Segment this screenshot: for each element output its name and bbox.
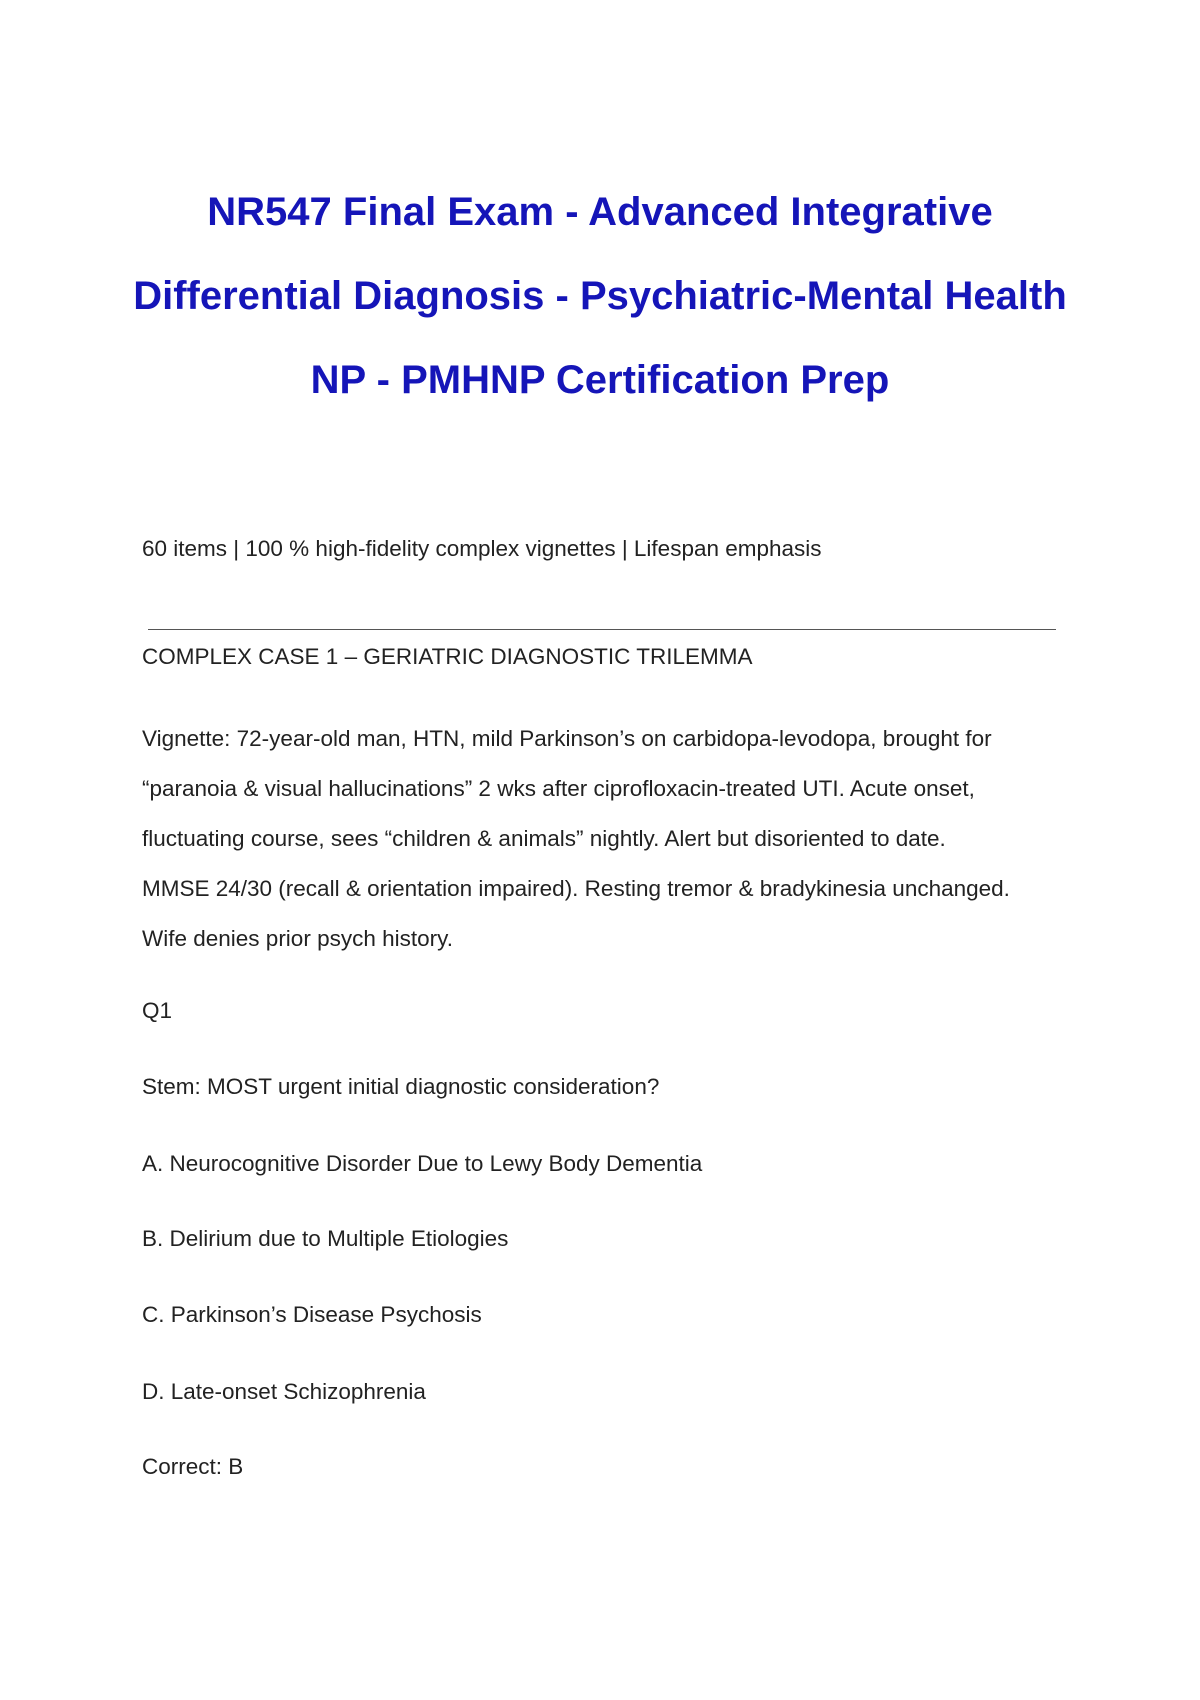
case-heading: COMPLEX CASE 1 – GERIATRIC DIAGNOSTIC TRILEMMA — [142, 644, 753, 669]
case-vignette — [142, 714, 1062, 964]
question-stem: Stem: MOST urgent initial diagnostic consideration? — [142, 1074, 660, 1099]
section-divider — [148, 629, 1056, 630]
title-line-1: NR547 Final Exam - Advanced Integrative — [207, 190, 993, 234]
document-title — [120, 170, 1080, 422]
title-line-2: Differential Diagnosis - Psychiatric-Mental Health — [133, 274, 1067, 318]
vignette-line-5: Wife denies prior psych history. — [142, 926, 453, 951]
question-number: Q1 — [142, 998, 173, 1023]
answer-option-b: B. Delirium due to Multiple Etiologies — [142, 1226, 509, 1251]
vignette-line-3: fluctuating course, sees “children & animals” nightly. Alert but disoriented to date. — [142, 826, 946, 851]
vignette-line-4: MMSE 24/30 (recall & orientation impaired). Resting tremor & bradykinesia unchanged. — [142, 876, 1010, 901]
answer-option-a: A. Neurocognitive Disorder Due to Lewy Body Dementia — [142, 1151, 703, 1176]
answer-option-d: D. Late-onset Schizophrenia — [142, 1379, 426, 1404]
vignette-line-1: Vignette: 72-year-old man, HTN, mild Parkinson’s on carbidopa-levodopa, brought for — [142, 726, 992, 751]
document-subtitle: 60 items | 100 % high-fidelity complex vignettes | Lifespan emphasis — [142, 536, 822, 561]
title-line-3: NP - PMHNP Certification Prep — [310, 358, 890, 402]
answer-option-c: C. Parkinson’s Disease Psychosis — [142, 1302, 482, 1327]
vignette-line-2: “paranoia & visual hallucinations” 2 wks after ciprofloxacin-treated UTI. Acute onset, — [142, 776, 975, 801]
correct-answer: Correct: B — [142, 1454, 244, 1479]
